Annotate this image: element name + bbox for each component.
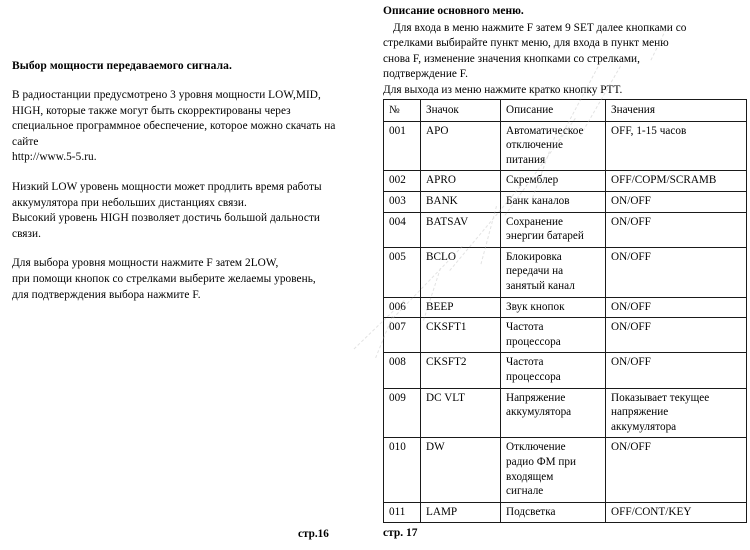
cell-line: аккумулятора [611, 420, 677, 433]
text-line: Низкий LOW уровень мощности может продлить время работы [12, 180, 322, 193]
table-row [384, 121, 747, 171]
menu-settings-table [383, 99, 747, 523]
text-line: специальное программное обеспечение, которое можно скачать на [12, 120, 336, 133]
cell-line: передачи на [506, 265, 564, 278]
right-page-column [383, 4, 746, 523]
table-row [384, 353, 747, 388]
cell-values [606, 192, 747, 213]
cell-icon-name: BCLO [421, 247, 501, 297]
cell-values [606, 388, 747, 438]
cell-line: OFF/COPM/SCRAMB [611, 174, 717, 187]
cell-line: процессора [506, 370, 561, 383]
cell-line: аккумулятора [506, 406, 572, 419]
cell-icon-name: BATSAV [421, 212, 501, 247]
table-row [384, 192, 747, 213]
cell-description [501, 502, 606, 523]
column-header-description: Описание [501, 100, 606, 122]
cell-description [501, 247, 606, 297]
cell-line: OFF, 1-15 часов [611, 124, 687, 137]
table-header-row [384, 100, 747, 122]
cell-icon-name: CKSFT2 [421, 353, 501, 388]
cell-line: Напряжение [506, 391, 566, 404]
table-row [384, 388, 747, 438]
table-row [384, 318, 747, 353]
cell-values [606, 502, 747, 523]
column-header-values: Значения [606, 100, 747, 122]
text-line: HIGH, которые также могут быть скорректированы через [12, 104, 291, 117]
cell-description [501, 171, 606, 192]
cell-icon-name: BANK [421, 192, 501, 213]
cell-number: 001 [384, 121, 421, 171]
table-row [384, 247, 747, 297]
cell-description [501, 121, 606, 171]
left-paragraph-instructions [12, 256, 364, 303]
cell-line: Частота [506, 321, 544, 334]
table-row [384, 297, 747, 318]
cell-number: 008 [384, 353, 421, 388]
text-line: для подтверждения выбора нажмите F. [12, 288, 201, 301]
cell-values [606, 318, 747, 353]
text-line: стрелками выбирайте пункт меню, для входа в пункт меню [383, 37, 669, 50]
cell-values [606, 171, 747, 192]
left-paragraph-power-levels [12, 88, 364, 166]
table-row [384, 438, 747, 502]
text-line: снова F, изменение значения кнопками со стрелками, [383, 52, 640, 65]
cell-icon-name: DW [421, 438, 501, 502]
cell-number: 002 [384, 171, 421, 192]
cell-line: ON/OFF [611, 356, 651, 369]
cell-line: ON/OFF [611, 250, 651, 263]
cell-number: 004 [384, 212, 421, 247]
cell-line: Частота [506, 356, 544, 369]
cell-description [501, 192, 606, 213]
text-line: Для выбора уровня мощности нажмите F затем 2LOW, [12, 257, 279, 270]
cell-description [501, 297, 606, 318]
text-line: связи. [12, 227, 42, 240]
cell-description [501, 353, 606, 388]
cell-line: процессора [506, 335, 561, 348]
cell-line: Подсветка [506, 505, 556, 518]
cell-line: Показывает текущее [611, 391, 710, 404]
cell-values [606, 121, 747, 171]
table-row [384, 502, 747, 523]
cell-line: напряжение [611, 406, 669, 419]
cell-values [606, 212, 747, 247]
column-header-icon: Значок [421, 100, 501, 122]
cell-values [606, 247, 747, 297]
cell-description [501, 318, 606, 353]
text-line: Для входа в меню нажмите F затем 9 SET далее кнопками со [393, 22, 687, 34]
left-paragraph-low-high [12, 180, 364, 242]
cell-line: Сохранение [506, 215, 564, 228]
cell-description [501, 212, 606, 247]
column-header-number: № [384, 100, 421, 122]
cell-number: 011 [384, 502, 421, 523]
cell-line: входящем [506, 470, 554, 483]
cell-icon-name: BEEP [421, 297, 501, 318]
right-page-heading: Описание основного меню. [383, 5, 524, 17]
cell-line: ON/OFF [611, 300, 651, 313]
cell-line: отключение [506, 139, 564, 152]
cell-number: 003 [384, 192, 421, 213]
cell-icon-name: DC VLT [421, 388, 501, 438]
cell-line: радио ФМ при [506, 455, 577, 468]
cell-line: сигнале [506, 485, 544, 498]
website-url: http://www.5-5.ru. [12, 151, 97, 164]
menu-entry-instructions [383, 21, 746, 83]
cell-icon-name: CKSFT1 [421, 318, 501, 353]
cell-line: ON/OFF [611, 441, 651, 454]
table-row [384, 212, 747, 247]
cell-line: энергии батарей [506, 230, 584, 243]
text-line: аккумулятора при небольших дистанциях связи. [12, 196, 247, 209]
left-page-number: стр.16 [298, 528, 329, 540]
cell-number: 009 [384, 388, 421, 438]
cell-line: питания [506, 153, 546, 166]
cell-icon-name: APRO [421, 171, 501, 192]
cell-number: 007 [384, 318, 421, 353]
cell-line: ON/OFF [611, 321, 651, 334]
text-line: при помощи кнопок со стрелками выберите желаемы уровень, [12, 272, 316, 285]
cell-line: OFF/CONT/KEY [611, 505, 692, 518]
cell-line: Блокировка [506, 250, 562, 263]
text-line: подтверждение F. [383, 68, 469, 81]
cell-values [606, 438, 747, 502]
cell-line: занятый канал [506, 279, 575, 292]
text-line: В радиостанции предусмотрено 3 уровня мощности LOW,MID, [12, 89, 321, 101]
cell-line: Отключение [506, 441, 566, 454]
cell-values [606, 297, 747, 318]
cell-description [501, 388, 606, 438]
cell-line: ON/OFF [611, 215, 651, 228]
cell-line: ON/OFF [611, 195, 651, 207]
menu-exit-instruction: Для выхода из меню нажмите кратко кнопку PTT. [383, 83, 623, 96]
cell-line: Звук кнопок [506, 300, 565, 313]
cell-icon-name: APO [421, 121, 501, 171]
cell-description [501, 438, 606, 502]
right-page-number: стр. 17 [383, 527, 418, 539]
cell-number: 010 [384, 438, 421, 502]
cell-line: Автоматическое [506, 124, 584, 137]
table-row [384, 171, 747, 192]
text-line: сайте [12, 135, 39, 148]
cell-values [606, 353, 747, 388]
left-page-column [12, 58, 364, 303]
cell-number: 006 [384, 297, 421, 318]
left-page-heading: Выбор мощности передаваемого сигнала. [12, 60, 232, 72]
cell-icon-name: LAMP [421, 502, 501, 523]
cell-line: Банк каналов [506, 195, 570, 207]
cell-line: Скремблер [506, 174, 559, 187]
text-line: Высокий уровень HIGH позволяет достичь большой дальности [12, 212, 321, 225]
cell-number: 005 [384, 247, 421, 297]
